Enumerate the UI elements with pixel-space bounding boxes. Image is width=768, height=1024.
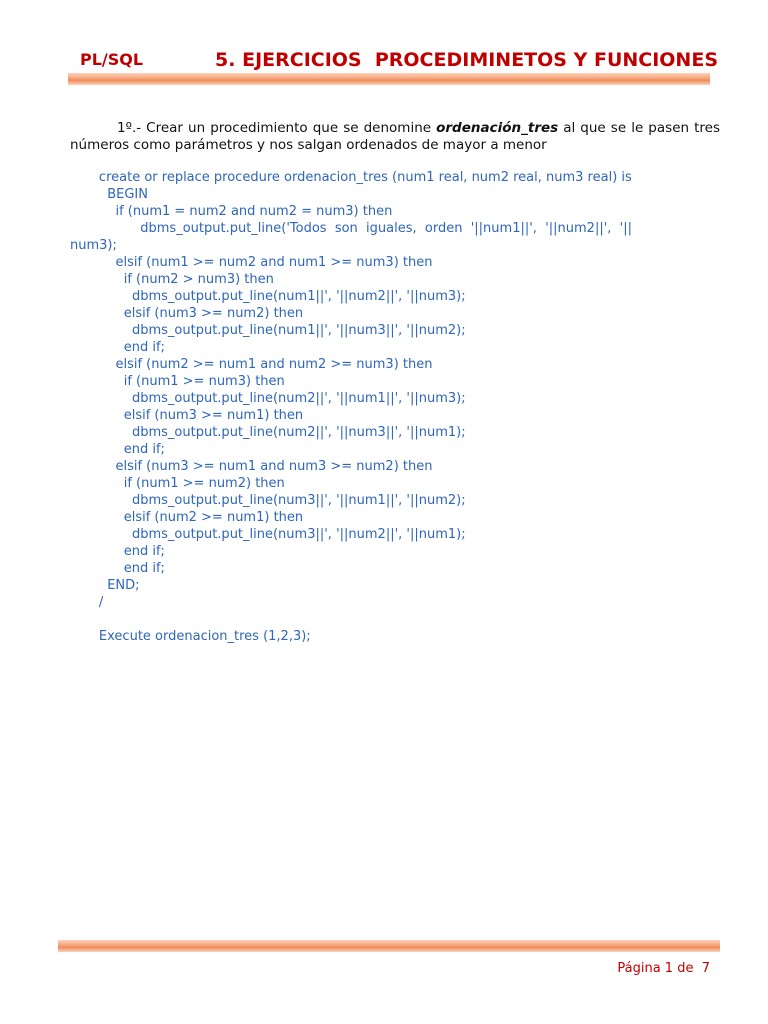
code-line: end if; bbox=[70, 561, 165, 576]
code-line: elsif (num2 >= num1) then bbox=[70, 510, 304, 525]
code-line: num3); bbox=[70, 238, 117, 253]
code-line: end if; bbox=[70, 442, 165, 457]
code-line: dbms_output.put_line('Todos son iguales, orden '||num1||', '||num2||', '|| bbox=[70, 221, 633, 236]
code-line: dbms_output.put_line(num3||', '||num1||', '||num2); bbox=[70, 493, 466, 508]
code-line: if (num2 > num3) then bbox=[70, 272, 274, 287]
exercise-suffix: al que se le pasen tres números como parámetros y nos salgan ordenados de mayor a menor bbox=[70, 120, 720, 153]
code-line: dbms_output.put_line(num1||', '||num2||', '||num3); bbox=[70, 289, 466, 304]
header-title-left: PL/SQL bbox=[80, 50, 144, 69]
code-line: elsif (num3 >= num1) then bbox=[70, 408, 304, 423]
code-line: if (num1 >= num2) then bbox=[70, 476, 285, 491]
header-title-right: 5. EJERCICIOS PROCEDIMINETOS Y FUNCIONES bbox=[215, 49, 718, 71]
code-line: dbms_output.put_line(num2||', '||num3||', '||num1); bbox=[70, 425, 466, 440]
header-divider bbox=[68, 73, 710, 85]
code-line: if (num1 >= num3) then bbox=[70, 374, 285, 389]
code-line: if (num1 = num2 and num2 = num3) then bbox=[70, 204, 393, 219]
footer-divider bbox=[58, 940, 720, 952]
code-line: dbms_output.put_line(num2||', '||num1||', '||num3); bbox=[70, 391, 466, 406]
code-line: end if; bbox=[70, 340, 165, 355]
code-line: elsif (num2 >= num1 and num2 >= num3) then bbox=[70, 357, 433, 372]
code-line: create or replace procedure ordenacion_tres (num1 real, num2 real, num3 real) is bbox=[70, 170, 632, 185]
procedure-name: ordenación_tres bbox=[436, 120, 559, 136]
code-line: elsif (num3 >= num2) then bbox=[70, 306, 304, 321]
code-line bbox=[70, 611, 720, 628]
code-line: / bbox=[70, 595, 104, 610]
code-line: Execute ordenacion_tres (1,2,3); bbox=[70, 629, 311, 644]
exercise-prefix: 1º.- Crear un procedimiento que se denomine bbox=[117, 120, 437, 136]
code-line: BEGIN bbox=[70, 187, 148, 202]
code-listing bbox=[70, 169, 720, 645]
code-line: elsif (num1 >= num2 and num1 >= num3) then bbox=[70, 255, 433, 270]
exercise-statement bbox=[70, 120, 720, 154]
code-line: dbms_output.put_line(num1||', '||num3||', '||num2); bbox=[70, 323, 466, 338]
page-number: Página 1 de 7 bbox=[617, 961, 710, 976]
code-line: end if; bbox=[70, 544, 165, 559]
code-line: dbms_output.put_line(num3||', '||num2||', '||num1); bbox=[70, 527, 466, 542]
code-line: END; bbox=[70, 578, 140, 593]
code-line: elsif (num3 >= num1 and num3 >= num2) then bbox=[70, 459, 433, 474]
